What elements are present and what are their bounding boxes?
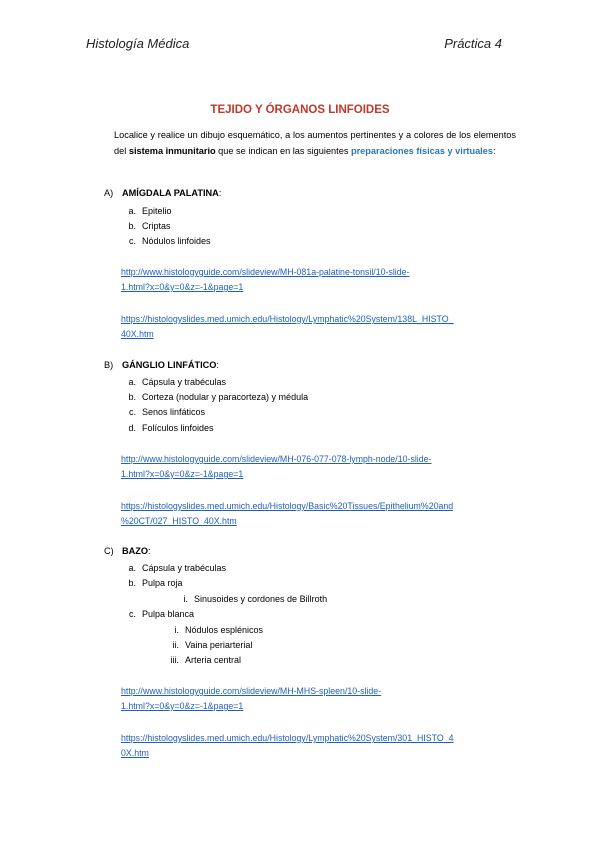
link-line[interactable]: 0X.htm — [121, 748, 149, 758]
item-marker: b. — [128, 392, 136, 402]
section-letter: A) — [104, 188, 114, 198]
link-histologyguide-lymph-node[interactable] — [121, 452, 521, 482]
link-umich-spleen[interactable] — [121, 731, 521, 761]
item-text: Criptas — [142, 221, 171, 231]
list-item — [122, 236, 211, 246]
link-line[interactable]: 1.html?x=0&y=0&z=-1&page=1 — [121, 701, 244, 711]
link-histologyguide-tonsil[interactable] — [121, 265, 521, 295]
item-marker: a. — [128, 377, 136, 387]
link-line[interactable]: https://histologyslides.med.umich.edu/Histology/Basic%20Tissues/Epithelium%20and — [121, 501, 454, 511]
list-item — [165, 625, 263, 635]
section-bazo — [104, 546, 151, 556]
link-umich-tonsil[interactable] — [121, 312, 521, 342]
list-item — [122, 392, 308, 402]
item-marker: i. — [183, 594, 188, 604]
intro-end: : — [492, 145, 496, 156]
section-name: BAZO — [122, 546, 149, 556]
list-item — [122, 206, 172, 216]
item-text: Corteza (nodular y paracorteza) y médula — [142, 392, 309, 402]
item-marker: i. — [174, 625, 179, 635]
item-marker: a. — [128, 563, 136, 573]
section-letter: B) — [104, 360, 114, 370]
section-amigdala — [104, 188, 221, 198]
intro-blue-term: preparaciones físicas y virtuales — [350, 145, 493, 156]
item-marker: b. — [128, 578, 136, 588]
list-item — [122, 609, 194, 619]
item-text: Pulpa roja — [142, 578, 183, 588]
item-text: Arteria central — [185, 655, 242, 665]
item-marker: iii. — [170, 655, 179, 665]
item-text: Cápsula y trabéculas — [142, 377, 227, 387]
item-marker: d. — [128, 423, 136, 433]
item-text: Nódulos esplénicos — [185, 625, 264, 635]
link-line[interactable]: 1.html?x=0&y=0&z=-1&page=1 — [121, 282, 244, 292]
intro-bold-term: sistema inmunitario — [128, 145, 216, 156]
list-item — [122, 578, 183, 588]
list-item — [122, 423, 214, 433]
link-line[interactable]: 1.html?x=0&y=0&z=-1&page=1 — [121, 469, 244, 479]
intro-text-2: que se indican en las siguientes — [215, 145, 351, 156]
link-line[interactable]: https://histologyslides.med.umich.edu/Histology/Lymphatic%20System/301_HISTO_4 — [121, 733, 454, 743]
item-text: Cápsula y trabéculas — [142, 563, 227, 573]
link-line[interactable]: %20CT/027_HISTO_40X.htm — [121, 516, 237, 526]
link-line[interactable]: http://www.histologyguide.com/slideview/MH-081a-palatine-tonsil/10-slide- — [121, 267, 410, 277]
section-colon: : — [148, 546, 151, 556]
list-item — [165, 640, 252, 650]
section-name: AMÍGDALA PALATINA — [122, 188, 219, 198]
item-text: Pulpa blanca — [142, 609, 195, 619]
item-text: Sinusoides y cordones de Billroth — [194, 594, 328, 604]
item-marker: c. — [128, 609, 136, 619]
item-marker: a. — [128, 206, 136, 216]
list-item — [122, 407, 205, 417]
list-item — [174, 594, 327, 604]
item-text: Epitelio — [142, 206, 172, 216]
section-ganglio — [104, 360, 219, 370]
section-letter: C) — [104, 546, 114, 556]
item-marker: c. — [128, 407, 136, 417]
link-line[interactable]: 40X.htm — [121, 329, 154, 339]
item-text: Senos linfáticos — [142, 407, 206, 417]
item-text: Vaina periarterial — [185, 640, 253, 650]
list-item — [122, 563, 226, 573]
item-marker: c. — [128, 236, 136, 246]
list-item — [122, 221, 171, 231]
header-practice: Práctica 4 — [444, 36, 502, 51]
link-histologyguide-spleen[interactable] — [121, 684, 521, 714]
intro-text-1: Localice y realice un dibujo esquemático, a los aumentos pertinentes y a colores de los elementos del — [114, 130, 516, 156]
list-item — [122, 377, 226, 387]
item-text: Folículos linfoides — [142, 423, 214, 433]
link-umich-lymph-node[interactable] — [121, 499, 521, 529]
document-title: TEJIDO Y ÓRGANOS LINFOIDES — [210, 104, 390, 116]
item-marker: b. — [128, 221, 136, 231]
list-item — [165, 655, 241, 665]
item-text: Nódulos linfoides — [142, 236, 211, 246]
section-name: GÁNGLIO LINFÁTICO — [122, 360, 217, 370]
item-marker: ii. — [172, 640, 179, 650]
section-colon: : — [218, 188, 222, 198]
section-colon: : — [216, 360, 219, 370]
link-line[interactable]: http://www.histologyguide.com/slideview/MH-MHS-spleen/10-slide- — [121, 686, 382, 696]
link-line[interactable]: https://histologyslides.med.umich.edu/Histology/Lymphatic%20System/138L_HISTO_ — [121, 314, 454, 324]
header-course: Histología Médica — [86, 36, 190, 51]
intro-paragraph — [114, 128, 516, 159]
link-line[interactable]: http://www.histologyguide.com/slideview/MH-076-077-078-lymph-node/10-slide- — [121, 454, 432, 464]
